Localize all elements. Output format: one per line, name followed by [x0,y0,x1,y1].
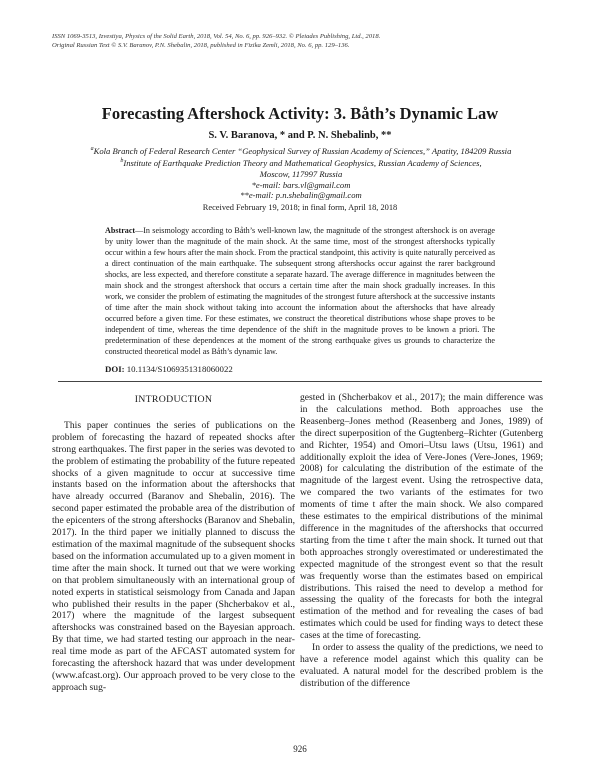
paper-title: Forecasting Aftershock Activity: 3. Båth’s Dynamic Law [101,104,499,123]
journal-header [52,32,380,50]
affiliation-a-mark: a [90,146,94,152]
affiliation-b-city: Moscow, 117997 Russia [259,168,343,179]
paragraph: In order to assess the quality of the predictions, we need to have a reference model against which this quality can be evaluated. A natural model for the described problem is the distribution of the difference [300,642,543,689]
email-2: **e-mail: p.n.shebalin@gmail.com [240,190,362,201]
doi [105,364,233,374]
page-number: 926 [293,744,307,754]
abstract [105,225,495,357]
section-divider [58,381,542,382]
journal-header-line1: ISSN 1069-3513, Izvestiya, Physics of the Solid Earth, 2018, Vol. 54, No. 6, pp. 926–932. © Pleiades Publishing, Ltd., 2018. [52,33,381,40]
left-column [52,394,295,694]
affiliation-a [62,144,540,156]
paragraph: gested in (Shcherbakov et al., 2017); the main difference was in the calculations method. Both approaches use the Reasenberg–Jones method (Reasenberg and Jones, 1989) of the direct superposition of the Gugtenberg–Richter (Gutenberg and Richter, 1954) and Omori–Utsu laws (Utsu, 1961) and additionally exploit the idea of Vere-Jones (Vere-Jones, 1969; 2008) for calculating the distribution of the estimate of the magnitude of the largest event. Using the retrospective data, we compared the two variants of the estimates for two moments of time t after the main shock. We also compared these estimates to the empirical distributions of the minimal difference in the magnitudes of the aftershocks that occurred starting from the time t after the main shock. It turned out that both approaches strongly overestimated or underestimated the expected magnitude of the strongest event so that the result was frequently worse than the estimates based on empirical distributions. This raised the need to develop a method for assessing the quality of the forecasts for both the integral estimation of the method and for revealing the cases of bad estimates which could be used for finding ways to detect these cases at the time of forecasting. [300,392,543,642]
affiliations [62,144,540,201]
authors: S. V. Baranova, * and P. N. Shebalinb, ** [208,130,392,141]
affiliation-a-text: Kola Branch of Federal Research Center “Geophysical Survey of Russian Academy of Sciences,” Apatity, 184209 Russia [93,145,512,156]
section-heading: INTRODUCTION [134,394,213,405]
journal-header-line2: Original Russian Text © S.V. Baranov, P.N. Shebalin, 2018, published in Fizika Zemli, 2018, No. 6, pp. 129–136. [52,42,350,49]
affiliation-b-text: Institute of Earthquake Prediction Theory and Mathematical Geophysics, Russian Academy of Sciences, [123,158,482,169]
email-1: *e-mail: bars.vl@gmail.com [251,179,351,190]
abstract-text: —In seismology according to Båth’s well-known law, the magnitude of the strongest aftershock is on average by unity lower than the magnitude of the main shock. At the same time, most of the strongest aftershocks typically occur within a few hours after the main shock. From the practical standpoint, this activity is quite naturally perceived as a direct continuation of the main earthquake. The subsequent strong aftershocks occur against the rarer background shocks, are less expected, and therefore constitute a separate hazard. The average difference in magnitudes between the main shock and the strongest aftershock that occurs a certain time after the main shock gradually increases. In this work, we consider the problem of estimating the magnitudes of the strongest future aftershock at the successive instants of time after the main shock without taking into account the information about the aftershocks that have already occurred before a given time. For these estimates, we construct the theoretical distributions whose shape proves to be independent of time, whereas the time dependence of the shift in the magnitude proves to be known a priori. The predetermination of these dependences at the moment of the strong earthquake gives us grounds to characterize the constructed theoretical model as Båth’s dynamic law. [105,226,495,356]
affiliation-b [62,156,540,168]
received-dates: Received February 19, 2018; in final form, April 18, 2018 [202,203,398,212]
paragraph: This paper continues the series of publications on the problem of forecasting the hazard of repeated shocks after strong earthquakes. The first paper in the series was devoted to the problem of estimating the probability of the future repeated shocks of a given magnitude to occur at successive time instants based on the information about the aftershocks that have already occurred (Baranov and Shebalin, 2016). The second paper estimated the probable area of the distribution of the epicenters of the strong aftershocks (Baranov and Shebalin, 2017). In the third paper we initially planned to discuss the estimation of the maximal magnitude of the subsequent shocks based on the information accumulated up to a given moment in time after the main shock. It turned out that we were working on that problem simultaneously with an international group of noted experts in statistical seismology from Canada and Japan who published their results in the paper (Shcherbakov et al., 2017) where the magnitude of the largest subsequent aftershocks was constrained based on the Bayesian approach. By that time, we had started testing our approach in the near-real time mode as part of the AFCAST automated system for forecasting the aftershock hazard that was under development (www.afcast.org). Our approach proved to be very close to the approach sug- [52,419,295,693]
abstract-label: Abstract [105,226,136,235]
affiliation-b-mark: b [120,158,124,165]
right-column [300,392,543,690]
doi-label: DOI: [105,364,125,374]
doi-value[interactable]: 10.1134/S1069351318060022 [126,364,233,374]
